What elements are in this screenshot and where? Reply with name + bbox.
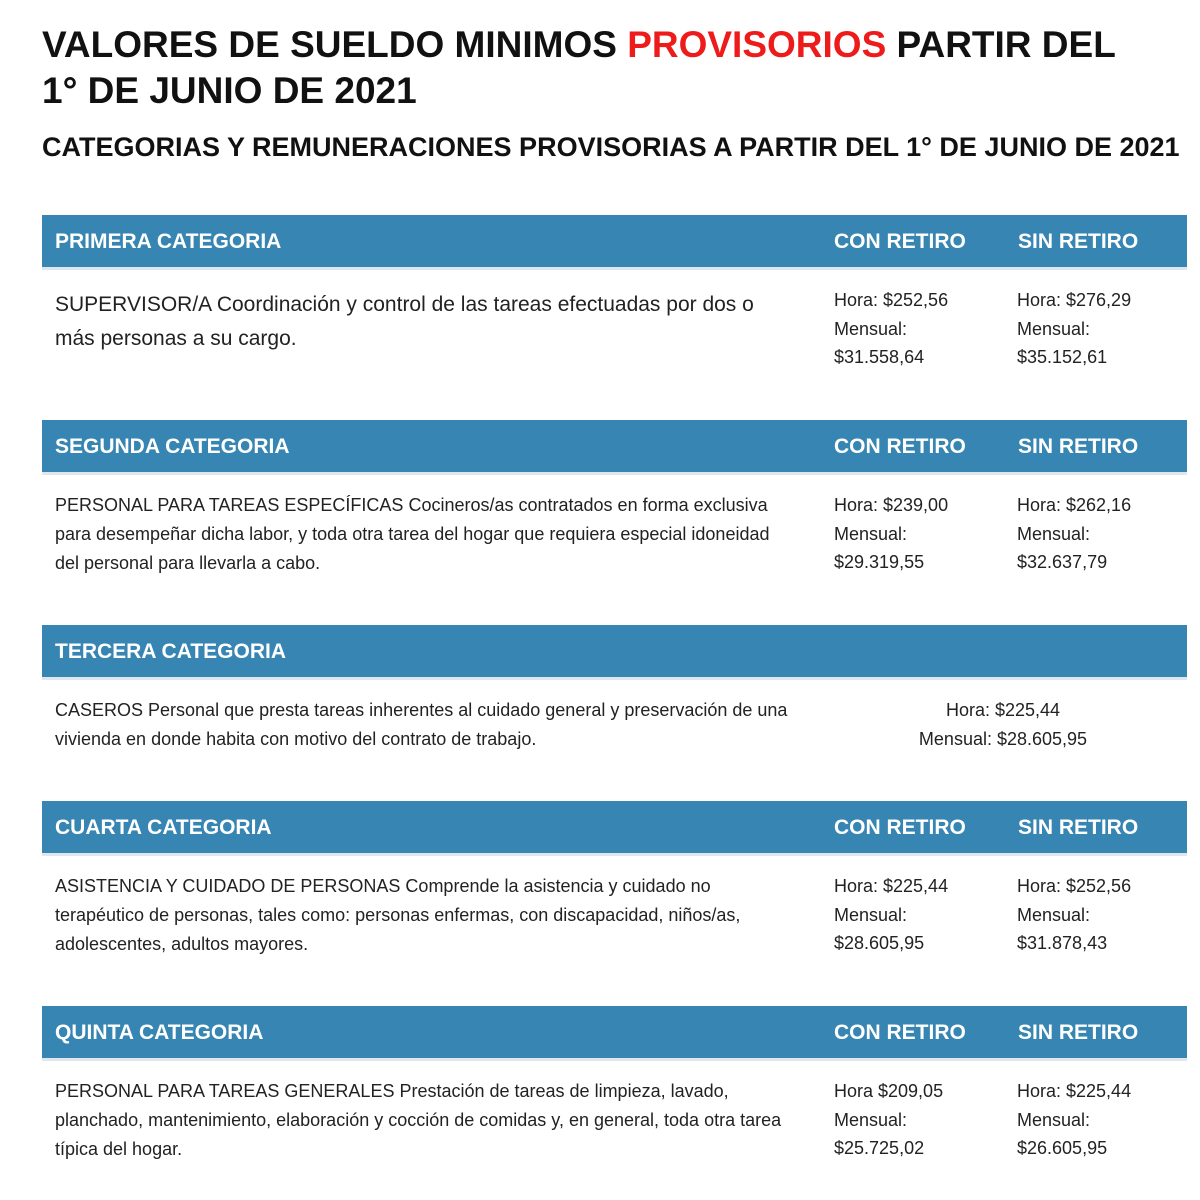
monthly-rate: $25.725,02	[834, 1138, 925, 1158]
sin-retiro-header: SIN RETIRO	[1018, 1021, 1139, 1044]
monthly-rate: $31.878,43	[1017, 933, 1108, 953]
con-retiro-values	[834, 1077, 1004, 1163]
page-title	[42, 22, 1152, 114]
con-retiro-values	[834, 491, 1004, 577]
category-table-quinta	[42, 1006, 1187, 1196]
category-row	[42, 475, 1187, 625]
hourly-rate: Hora: $225,44	[834, 876, 949, 896]
monthly-label: Mensual:	[1017, 523, 1091, 544]
page-subtitle: CATEGORIAS Y REMUNERACIONES PROVISORIAS A PARTIR DEL 1° DE JUNIO DE 2021	[42, 132, 1180, 162]
monthly-label: Mensual:	[834, 904, 908, 925]
sin-retiro-header: SIN RETIRO	[1018, 230, 1139, 253]
monthly-label: Mensual:	[1017, 318, 1091, 339]
monthly-rate: $29.319,55	[834, 552, 925, 572]
category-description: CASEROS Personal que presta tareas inherentes al cuidado general y preservación de una vivienda en donde habita con motivo del contrato de trabajo.	[55, 700, 788, 749]
category-description: PERSONAL PARA TAREAS GENERALES Prestación de tareas de limpieza, lavado, planchado, mantenimiento, elaboración y cocción de comidas y, en general, toda otra tarea típica del hogar.	[55, 1081, 782, 1159]
category-table-segunda	[42, 420, 1187, 625]
category-name: PRIMERA CATEGORIA	[55, 230, 282, 253]
title-part-2: PARTIR DEL 1° DE JUNIO DE 2021	[42, 24, 1116, 111]
sin-retiro-values	[1017, 1077, 1187, 1163]
category-header	[42, 625, 1187, 680]
category-header	[42, 420, 1187, 475]
sin-retiro-values	[1017, 872, 1187, 958]
category-table-primera	[42, 215, 1187, 420]
con-retiro-header: CON RETIRO	[834, 435, 966, 458]
sin-retiro-values	[1017, 491, 1187, 577]
sin-retiro-values	[1017, 286, 1187, 372]
category-description: ASISTENCIA Y CUIDADO DE PERSONAS Comprende la asistencia y cuidado no terapéutico de personas, tales como: personas enfermas, con discapacidad, niños/as, adolescentes, adultos mayores.	[55, 876, 741, 954]
category-table-tercera	[42, 625, 1187, 800]
hourly-rate: Hora: $252,56	[1017, 876, 1132, 896]
monthly-rate: $28.605,95	[834, 933, 925, 953]
monthly-rate: $32.637,79	[1017, 552, 1108, 572]
category-row	[42, 856, 1187, 1006]
sin-retiro-header: SIN RETIRO	[1018, 435, 1139, 458]
hourly-rate: Hora: $225,44	[945, 700, 1061, 720]
monthly-label: Mensual:	[834, 523, 908, 544]
hourly-rate: Hora: $262,16	[1017, 495, 1132, 515]
category-header	[42, 1006, 1187, 1061]
category-name: SEGUNDA CATEGORIA	[55, 435, 290, 458]
category-row	[42, 1061, 1187, 1196]
monthly-rate: $35.152,61	[1017, 347, 1108, 367]
hourly-rate: Hora $209,05	[834, 1081, 944, 1101]
category-name: TERCERA CATEGORIA	[55, 640, 286, 663]
category-header	[42, 801, 1187, 856]
hourly-rate: Hora: $225,44	[1017, 1081, 1132, 1101]
category-name: QUINTA CATEGORIA	[55, 1021, 264, 1044]
single-rate-values	[902, 696, 1104, 753]
con-retiro-values	[834, 872, 1004, 958]
hourly-rate: Hora: $276,29	[1017, 290, 1132, 310]
hourly-rate: Hora: $239,00	[834, 495, 949, 515]
monthly-label: Mensual:	[834, 318, 908, 339]
monthly-label: Mensual:	[834, 1109, 908, 1130]
monthly-rate: $26.605,95	[1017, 1138, 1108, 1158]
category-header	[42, 215, 1187, 270]
category-row	[42, 270, 1187, 420]
monthly-label: Mensual:	[1017, 1109, 1091, 1130]
category-description: PERSONAL PARA TAREAS ESPECÍFICAS Cocineros/as contratados en forma exclusiva para desempeñar dicha labor, y toda otra tarea del hogar que requiera especial idoneidad del personal para llevarla a cabo.	[55, 495, 770, 573]
con-retiro-header: CON RETIRO	[834, 816, 966, 839]
category-description: SUPERVISOR/A Coordinación y control de las tareas efectuadas por dos o más personas a su cargo.	[55, 293, 754, 350]
con-retiro-header: CON RETIRO	[834, 230, 966, 253]
category-table-cuarta	[42, 801, 1187, 1006]
hourly-rate: Hora: $252,56	[834, 290, 949, 310]
sin-retiro-header: SIN RETIRO	[1018, 816, 1139, 839]
monthly-rate: $31.558,64	[834, 347, 925, 367]
con-retiro-values	[834, 286, 1004, 372]
con-retiro-header: CON RETIRO	[834, 1021, 966, 1044]
category-name: CUARTA CATEGORIA	[55, 816, 272, 839]
title-highlight: PROVISORIOS	[627, 24, 887, 65]
title-part-1: VALORES DE SUELDO MINIMOS	[42, 24, 617, 65]
category-row	[42, 680, 1187, 800]
monthly-rate: Mensual: $28.605,95	[918, 728, 1088, 749]
monthly-label: Mensual:	[1017, 904, 1091, 925]
